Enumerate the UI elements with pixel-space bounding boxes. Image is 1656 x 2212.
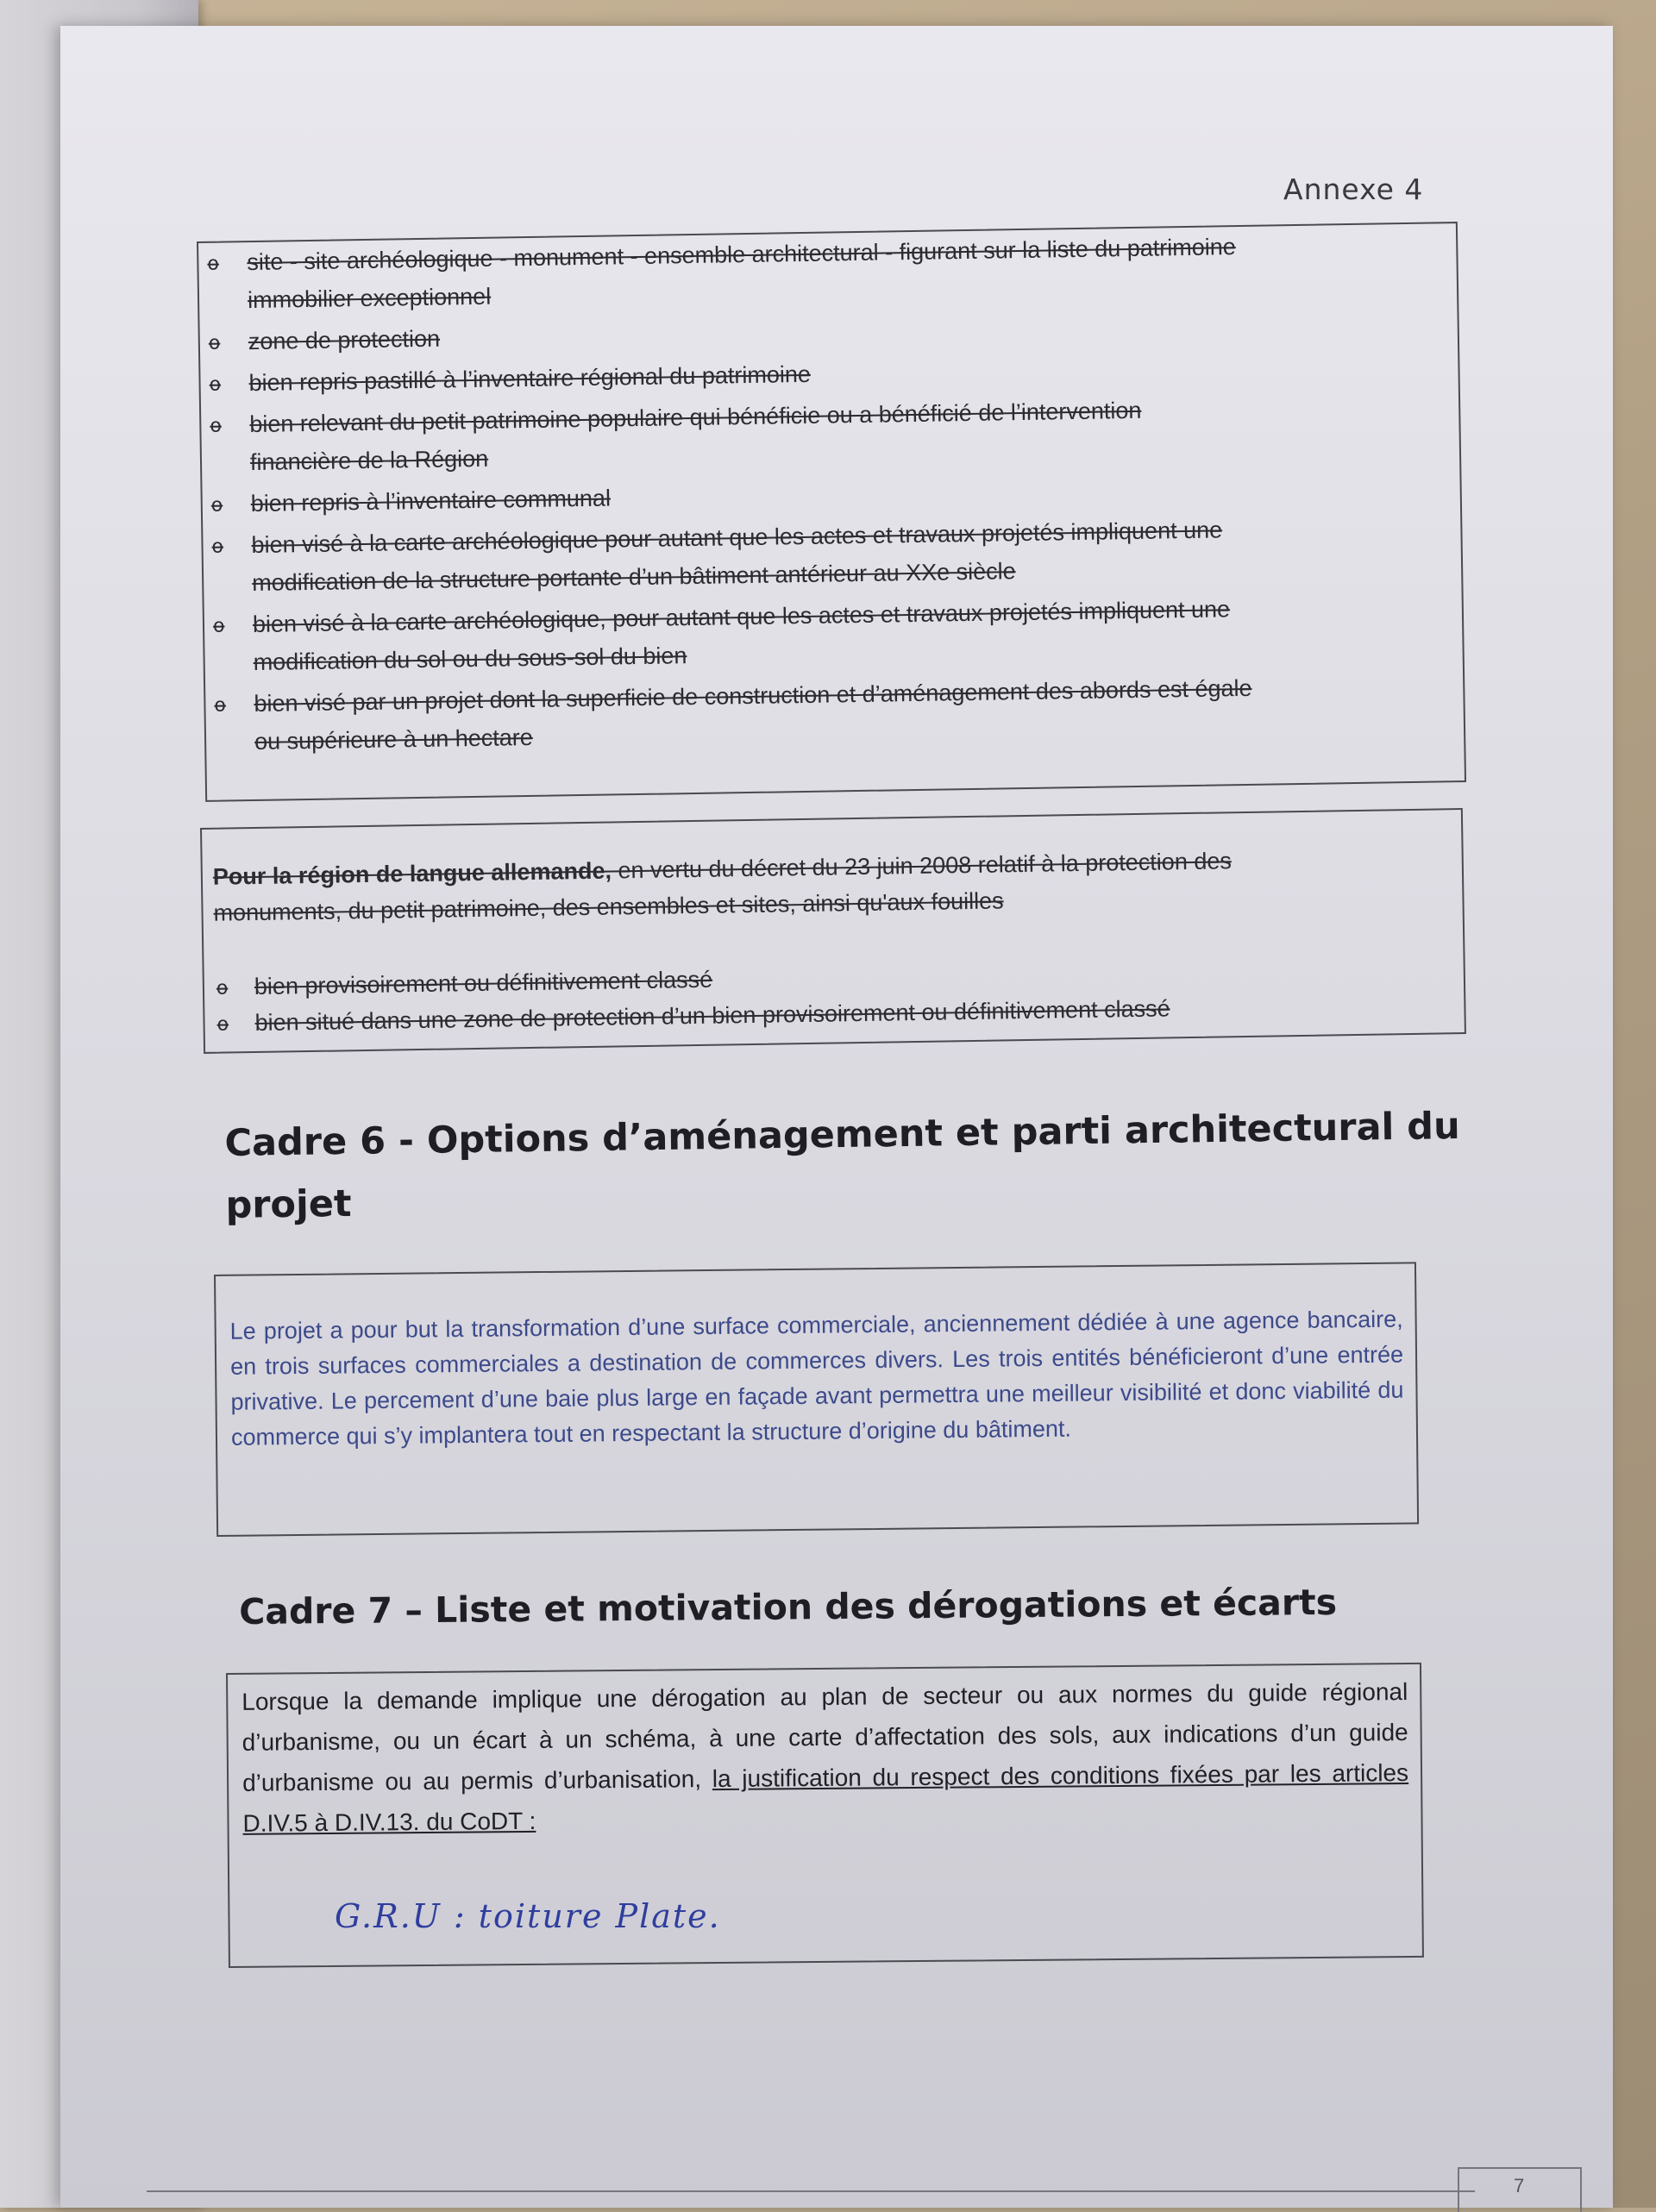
cadre7-title: Cadre 7 – Liste et motivation des dérogations et écarts bbox=[239, 1581, 1338, 1632]
german-region-intro-line2: monuments, du petit patrimoine, des ensembles et sites, ainsi qu'aux fouilles bbox=[213, 887, 1004, 926]
german-region-intro-bold: Pour la région de langue allemande, bbox=[212, 857, 612, 890]
bullet-marker: o bbox=[211, 536, 224, 558]
cadre6-title bbox=[224, 1095, 1461, 1237]
german-region-intro bbox=[213, 848, 1232, 891]
heritage-list-item: bien relevant du petit patrimoine populaire qui bénéficie ou a bénéficié de l’intervention bbox=[249, 397, 1142, 438]
heritage-list-box bbox=[197, 222, 1466, 802]
cadre7-instructions bbox=[242, 1671, 1409, 1844]
heritage-list-item: modification de la structure portante d’un bâtiment antérieur au XXe siècle bbox=[251, 558, 1016, 597]
page-number: 7 bbox=[1514, 2175, 1525, 2196]
german-region-box bbox=[200, 808, 1466, 1054]
cadre6-title-line2: projet bbox=[225, 1181, 352, 1227]
bullet-marker: o bbox=[216, 1013, 229, 1036]
annex-label: Annexe 4 bbox=[1283, 172, 1424, 206]
document-page bbox=[60, 26, 1613, 2208]
heritage-list-item: immobilier exceptionnel bbox=[247, 283, 492, 314]
german-region-item: bien situé dans une zone de protection d’un bien provisoirement ou définitivement classé bbox=[254, 995, 1170, 1037]
bullet-marker: o bbox=[212, 615, 225, 637]
bullet-marker: o bbox=[210, 415, 223, 437]
heritage-list-item: bien visé à la carte archéologique, pour autant que les actes et travaux projetés impliquent une bbox=[252, 596, 1231, 638]
heritage-list-item: modification du sol ou du sous-sol du bien bbox=[253, 642, 687, 676]
bullet-marker: o bbox=[209, 373, 222, 396]
bullet-marker: o bbox=[216, 977, 229, 999]
heritage-list-item: site - site archéologique - monument - ensemble architectural - figurant sur la liste du patrimoine bbox=[247, 234, 1237, 276]
cadre6-title-line1: Cadre 6 - Options d’aménagement et parti architectural du bbox=[224, 1105, 1460, 1165]
bullet-marker: o bbox=[214, 694, 227, 717]
footer-rule bbox=[147, 2190, 1475, 2192]
cadre7-text-plain: Lorsque la demande implique une dérogation au plan de secteur ou aux normes du guide régional d’urbanisme, ou un écart à un schéma, à une carte d’affectation des sols, aux indications d’un guide d’urbanisme ou au permis d’urbanisation, bbox=[242, 1678, 1408, 1796]
heritage-list-item: ou supérieure à un hectare bbox=[254, 724, 534, 755]
handwritten-note: G.R.U : toiture Plate. bbox=[335, 1897, 721, 1935]
heritage-list-item: bien visé à la carte archéologique pour autant que les actes et travaux projetés impliquent une bbox=[251, 517, 1223, 559]
heritage-list-item: bien visé par un projet dont la superficie de construction et d’aménagement des abords est égale bbox=[254, 674, 1252, 717]
heritage-list-item: financière de la Région bbox=[249, 445, 489, 476]
heritage-list bbox=[198, 223, 1456, 755]
cadre7-text-underlined: la justification du respect des conditions fixées par les articles D.IV.5 à D.IV.13. du CoDT : bbox=[242, 1759, 1409, 1837]
german-region-intro-rest: en vertu du décret du 23 juin 2008 relatif à la protection des bbox=[611, 848, 1233, 884]
bullet-marker: o bbox=[207, 253, 220, 275]
heritage-list-item: bien repris pastillé à l’inventaire régional du patrimoine bbox=[248, 360, 812, 397]
cadre6-description: Le projet a pour but la transformation d’une surface commerciale, anciennement dédiée à une agence bancaire, en trois surfaces commerciales a destination de commerces divers. Les trois entités bénéficieront d’une entrée privative. Le percement d’une baie plus large en façade avant permettra une meilleur visibilité et donc viabilité du commerce qui s’y implantera tout en respectant la structure d’origine du bâtiment. bbox=[229, 1306, 1404, 1451]
bullet-marker: o bbox=[210, 494, 223, 517]
bullet-marker: o bbox=[208, 332, 221, 354]
cadre6-box bbox=[214, 1262, 1419, 1537]
german-region-item: bien provisoirement ou définitivement classé bbox=[254, 966, 713, 1000]
heritage-list-item: bien repris à l’inventaire communal bbox=[250, 485, 612, 517]
heritage-list-item: zone de protection bbox=[248, 325, 441, 355]
